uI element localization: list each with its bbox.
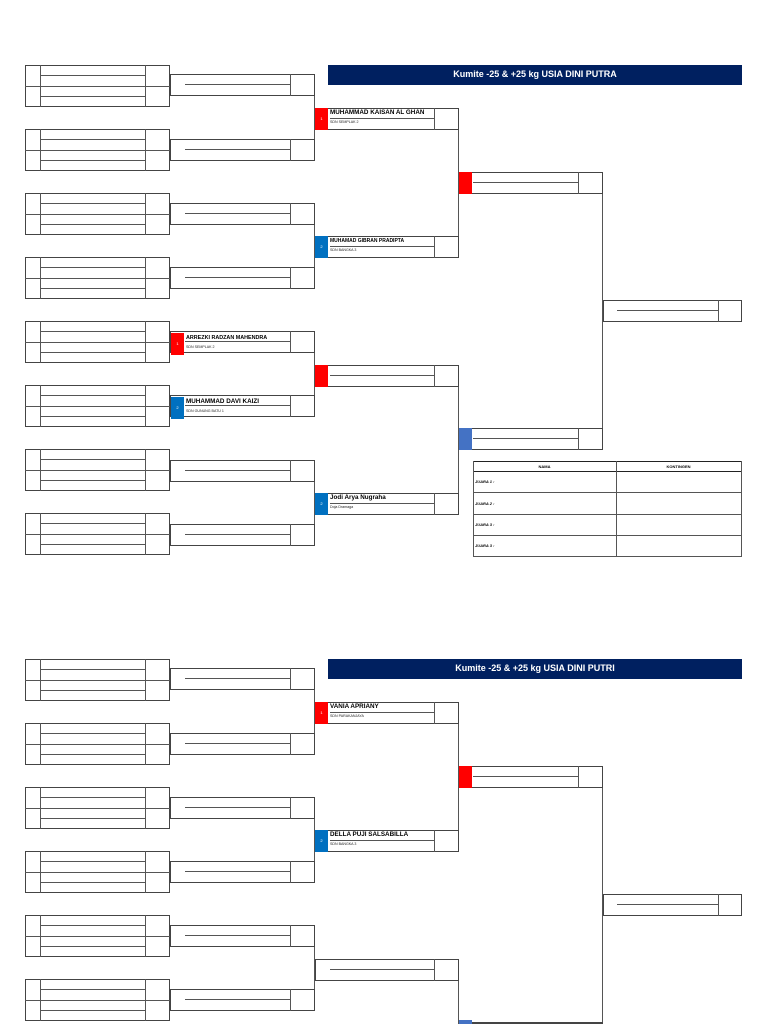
match-slot[interactable]	[603, 894, 742, 916]
bracket-connector	[330, 969, 434, 970]
bracket-connector	[185, 935, 290, 936]
bracket-connector	[434, 108, 435, 130]
bracket-connector	[434, 702, 435, 724]
bracket-connector	[290, 668, 291, 690]
participant-contingent: SDN PARAKANJAYA	[330, 714, 364, 718]
bracket-connector	[40, 882, 145, 883]
bracket-connector	[718, 894, 719, 916]
bracket-connector	[40, 733, 145, 734]
bracket-connector	[330, 375, 434, 376]
participant-contingent: SDN SEMPLAK 2	[186, 345, 215, 349]
match-slot[interactable]	[170, 925, 315, 947]
red-corner-marker: 1	[171, 333, 184, 355]
bracket-connector	[290, 733, 291, 755]
match-slot[interactable]	[170, 267, 315, 289]
bracket-connector	[434, 236, 435, 258]
match-slot[interactable]	[603, 300, 742, 322]
bracket-connector	[617, 310, 718, 311]
red-corner-marker: 1	[315, 108, 328, 130]
bracket-connector	[25, 872, 170, 873]
participant-name: VANIA APRIANY	[330, 703, 379, 710]
bracket-connector	[25, 744, 170, 745]
bracket-connector	[40, 523, 145, 524]
bracket-connector	[290, 395, 291, 417]
bracket-connector	[40, 480, 145, 481]
bracket-connector	[185, 149, 290, 150]
bracket-connector	[434, 365, 435, 387]
match-slot[interactable]	[170, 989, 315, 1011]
match-slot[interactable]	[315, 365, 459, 387]
bracket-connector	[40, 288, 145, 289]
bracket-connector	[434, 959, 435, 981]
bracket-connector	[40, 946, 145, 947]
bracket-connector	[25, 534, 170, 535]
bracket-connector	[290, 460, 291, 482]
bracket-connector	[330, 840, 434, 841]
bracket-connector	[40, 96, 145, 97]
bracket-connector	[185, 470, 290, 471]
bracket-connector	[40, 925, 145, 926]
bracket-connector	[330, 118, 434, 119]
bracket-connector	[578, 428, 579, 450]
bracket-connector	[40, 352, 145, 353]
blue-corner-marker: 2	[171, 397, 184, 419]
bracket-connector	[473, 776, 578, 777]
bracket-title: Kumite -25 & +25 kg USIA DINI PUTRI	[328, 659, 742, 679]
match-slot[interactable]	[459, 172, 603, 194]
column-header-contingent: KONTINGEN	[666, 464, 691, 469]
bracket-connector	[185, 807, 290, 808]
result-row-label: JUARA 3 :	[475, 522, 495, 527]
bracket-connector	[40, 203, 145, 204]
bracket-connector	[473, 182, 578, 183]
bracket-connector	[25, 150, 170, 151]
bracket-connector	[40, 797, 145, 798]
bracket-connector	[40, 818, 145, 819]
bracket-connector	[185, 277, 290, 278]
bracket-connector	[40, 669, 145, 670]
bracket-title: Kumite -25 & +25 kg USIA DINI PUTRA	[328, 65, 742, 85]
bracket-connector	[25, 214, 170, 215]
result-row-label: JUARA 3 :	[475, 543, 495, 548]
match-slot[interactable]	[170, 460, 315, 482]
match-slot[interactable]	[459, 766, 603, 788]
bracket-connector	[40, 395, 145, 396]
participant-name: DELLA PUJI SALSABILLA	[330, 831, 409, 838]
participant-contingent: Doja Dramaga	[330, 505, 354, 509]
bracket-connector	[330, 712, 434, 713]
bracket-connector	[290, 797, 291, 819]
bracket-connector	[185, 534, 290, 535]
participant-contingent: SDN SEMPLAK 2	[330, 120, 359, 124]
red-corner-marker	[459, 172, 472, 194]
bracket-connector	[40, 139, 145, 140]
match-slot[interactable]	[170, 733, 315, 755]
bracket-connector	[185, 678, 290, 679]
bracket-connector	[40, 331, 145, 332]
bracket-connector	[40, 989, 145, 990]
match-slot[interactable]	[170, 74, 315, 96]
bracket-connector	[40, 1010, 145, 1011]
bracket-connector	[40, 160, 145, 161]
bracket-connector	[290, 139, 291, 161]
result-row-label: JUARA 1 :	[475, 479, 495, 484]
column-header-name: NAMA	[538, 464, 551, 469]
bracket-connector	[185, 84, 290, 85]
participant-contingent: SDN BANGKA 3	[330, 842, 357, 846]
participant-name: Jodi Arya Nugraha	[330, 494, 386, 501]
match-slot[interactable]	[170, 668, 315, 690]
bracket-connector	[25, 936, 170, 937]
bracket-connector	[25, 278, 170, 279]
bracket-connector	[25, 808, 170, 809]
bracket-connector	[40, 459, 145, 460]
bracket-connector	[40, 75, 145, 76]
bracket-connector	[25, 406, 170, 407]
participant-name: MUHAMAD GIBRAN PRADIPTA	[330, 238, 405, 244]
match-slot[interactable]	[170, 203, 315, 225]
bracket-connector	[578, 172, 579, 194]
bracket-connector	[40, 690, 145, 691]
bracket-connector	[185, 871, 290, 872]
bracket-connector	[40, 267, 145, 268]
blue-corner-marker: 2	[315, 493, 328, 515]
match-slot[interactable]	[170, 139, 315, 161]
bracket-connector	[458, 981, 459, 1024]
bracket-connector	[185, 743, 290, 744]
bracket-connector	[330, 503, 434, 504]
blue-corner-marker	[459, 428, 472, 450]
match-slot[interactable]	[170, 861, 315, 883]
bracket-connector	[25, 86, 170, 87]
bracket-connector	[434, 493, 435, 515]
red-corner-marker: 1	[315, 702, 328, 724]
match-slot[interactable]	[170, 524, 315, 546]
bracket-connector	[25, 1000, 170, 1001]
bracket-connector	[40, 861, 145, 862]
bracket-connector	[290, 331, 291, 353]
result-row-label: JUARA 2 :	[475, 501, 495, 506]
blue-corner-marker: 2	[315, 236, 328, 258]
bracket-connector	[290, 925, 291, 947]
bracket-connector	[40, 544, 145, 545]
red-corner-marker	[315, 365, 328, 387]
bracket-connector	[290, 524, 291, 546]
participant-contingent: SDN GUNUNG BATU 1	[186, 409, 224, 413]
bracket-connector	[290, 267, 291, 289]
blue-corner-marker: 2	[315, 830, 328, 852]
bracket-connector	[40, 224, 145, 225]
bracket-connector	[40, 754, 145, 755]
bracket-connector	[617, 904, 718, 905]
participant-name: ARREZKI RADZAN MAHENDRA	[186, 335, 268, 341]
bracket-connector	[290, 74, 291, 96]
bracket-connector	[290, 203, 291, 225]
bracket-connector	[25, 470, 170, 471]
match-slot[interactable]	[315, 959, 459, 981]
bracket-connector	[434, 830, 435, 852]
participant-name: MUHAMMAD KAISAN AL GHAN	[330, 109, 425, 116]
bracket-connector	[185, 999, 290, 1000]
bracket-connector	[578, 766, 579, 788]
participant-name: MUHAMMAD DAVI KAIZI	[186, 398, 259, 405]
bracket-connector	[40, 416, 145, 417]
red-corner-marker	[459, 766, 472, 788]
match-slot[interactable]	[459, 428, 603, 450]
bracket-connector	[25, 342, 170, 343]
match-slot[interactable]	[170, 797, 315, 819]
bracket-connector	[185, 213, 290, 214]
bracket-connector	[290, 989, 291, 1011]
bracket-connector	[330, 246, 434, 247]
blue-corner-marker	[459, 1020, 472, 1024]
participant-contingent: SDN BANGKA 3	[330, 248, 357, 252]
bracket-connector	[25, 680, 170, 681]
bracket-connector	[290, 861, 291, 883]
bracket-connector	[718, 300, 719, 322]
bracket-connector	[473, 438, 578, 439]
